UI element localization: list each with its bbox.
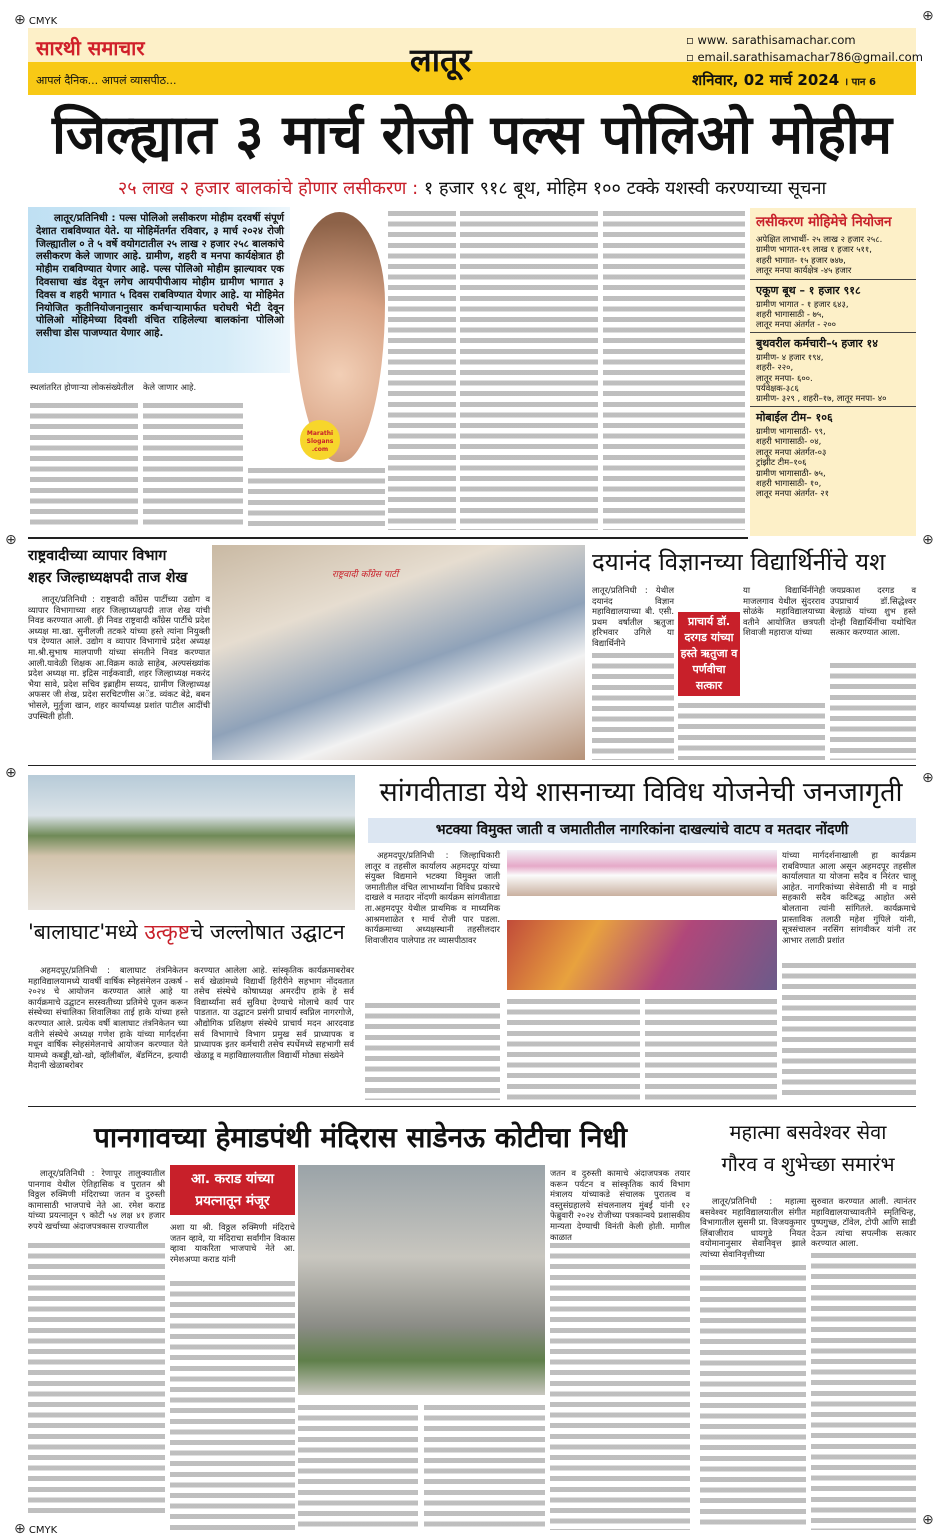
basaveshwar-headline [700,1116,916,1180]
sidebar-item: ग्रामीण भागात - १ हजार ६४३, [756,298,849,309]
lead-intro-box [28,207,290,373]
sidebar-item: लातूर मनपा कार्यक्षेत्र -४५ हजार [756,265,852,276]
text-column [678,700,825,760]
text-column [388,208,456,530]
dayanand-body: लातूर/प्रतिनिधी : येथील दयानंद विज्ञान महाविद्यालयाच्या बी. एसी. प्रथम वर्षातील ऋतुजा हरिभवार उगिले या विद्यार्थिनीने [592,585,674,648]
dayanand-headline: दयानंद विज्ञानच्या विद्यार्थिनींचे यश [592,548,886,576]
text-column [28,1240,165,1518]
text-column [170,1278,295,1530]
sidebar-item: लातूर मनपा अंतर्गत - २०० [756,319,837,330]
panagaon-col3: जतन व दुरुस्ती कामाचे अंदाजपत्रक तयार करून पर्यटन व सांस्कृतिक कार्य विभाग मंत्रालय यांच्याकडे संचालक पुरातत्व व वस्तुसंग्रहालये संचलनालय मुंबई यांनी १२ फेब्रुवारी २०२४ रोजीच्या पत्रकान्वये प्रशासकीय मान्यता देण्याची विनंती केली होती. मागील काळात [550,1168,690,1242]
sidebar-item: पर्यवेक्षक-३८६ [756,383,799,394]
ncp-event-photo [212,545,585,760]
tagline: आपलं दैनिक... आपलं व्यासपीठ... [36,74,177,87]
sidebar-group-title: मोबाईल टीम– १०६ [756,410,833,424]
registration-mark-icon: ⊕ [922,8,934,24]
basaveshwar-col1: लातूर/प्रतिनिधी : महात्मा बसवेश्वर महाविद्यालयातील संगीत विभागातील सुसमी प्रा. विजयकुमार लिंबाजीराव धायगुडे नियत वयोमानानुसार सेवानिवृत्त झाले त्यांच्या सेवानिवृत्तीच्या [700,1196,806,1259]
text-column [830,660,916,760]
sidebar-item: ट्रांझीट टीम–१०६ [756,457,807,468]
text-column [143,400,243,530]
sangvi-audience-photo [507,920,777,990]
date-text: शनिवार, 02 मार्च 2024 [692,71,840,89]
dayanand-body-2: या विद्यार्थिनींनेही माजलगाव येथील सुंदरराव सोळंके महाविद्यालयाच्या वतीने आयोजित छत्रपती शिवाजी महाराज यांच्या [743,585,825,638]
lead-headline: जिल्ह्यात ३ मार्च रोजी पल्स पोलिओ मोहीम [51,103,893,166]
registration-mark-icon: ⊕ [14,12,26,28]
sangvi-subheadline: भटक्या विमुक्त जाती व जमातीतील नागरिकांना दाखल्यांचे वाटप व मतदार नोंदणी [368,818,916,843]
text-column [811,1250,916,1530]
sidebar-item: लातूर मनपा अंतर्गत-०३ [756,446,827,457]
panagaon-col2: अशा या श्री. विठ्ठल रुक्मिणी मंदिराचे जतन व्हावे, या मंदिराचा सर्वांगीन विकास व्हावा याकरिता भाजपाचे नेते आ. रमेशअप्पा कराड यांनी [170,1222,295,1264]
registration-mark-icon: ⊕ [14,1521,26,1537]
text-column [424,1402,545,1530]
page-number: । पान 6 [844,77,876,88]
lead-body-start-2: केले जाणार आहे. [143,382,243,393]
text-column [550,1240,690,1530]
sidebar-item: ग्रामीण- ४ हजार १९४, [756,351,824,362]
vaccination-plan-sidebar [750,208,916,536]
sidebar-item: शहरी भागासाठी- १०, [756,477,822,488]
section-divider [28,765,916,766]
cmyk-label: CMYK [28,16,58,27]
balaghat-col1: अहमदपूर/प्रतिनिधी : बालाघाट तंत्रनिकेतन महाविद्यालयामध्ये यावर्षी वार्षिक स्नेहसंमेलन उत्कर्ष - २०२४ चे आयोजन करण्यात आले आहे या कार्यक्रमाचे उद्घाटन सरस्वतीच्या प्रतिमेचे पूजन करून संस्थेच्या संचालिका शिवालिका ताई हाके यांच्या हस्ते करण्यात आले. प्रत्येक वर्षी बालाघाट तंत्रनिकेतन च्या वतीने संस्थेचे अध्यक्ष गणेश हाके यांच्या मार्गदर्शना मधून वार्षिक स्नेहसंमेलनाचे आयोजन करण्यात येते यामध्ये कबड्डी,खो-खो, व्हॉलीबॉल, बॅडमिंटन, इत्यादी मैदानी खेळाबरोबर [28,965,188,1071]
issue-date [692,70,876,90]
marathi-slogans-logo: Marathi Slogans .com [300,420,340,460]
text-column [782,960,916,1100]
basaveshwar-col2: सुरुवात करण्यात आली. त्यानंतर महाविद्यालयाच्यावतीने स्मृतिचिन्ह, पुष्पगुच्छ, टॉवेल, टोपी आणि साडी देऊन त्यांचा सपत्नीक सत्कार करण्यात आला. [811,1196,916,1249]
photo-banner-text: राष्ट्रवादी काँग्रेस पार्टी [332,570,399,580]
ncp-headline-line2: शहर जिल्हाध्यक्षपदी ताज शेख [28,570,188,586]
balaghat-headline [28,918,358,946]
lead-intro: लातूर/प्रतिनिधी : पल्स पोलिओ लसीकरण मोहीम दरवर्षी संपूर्ण देशात राबविण्यात येते. या मोहिमेंतर्गत रविवार, ३ मार्च २०२४ रोजी जिल्ह्यातील ० ते ५ वर्षे वयोगटातील २५ लाख २ हजार २५८ बालकांचे लसीकरण केले जाणार आहे. ग्रामीण, शहरी व मनपा कार्यक्षेत्रात ही मोहीम राबविण्यात येणार आहे. पल्स पोलिओ मोहीम झाल्यावर एक दिवसाचा खंड देवून लगेच आयपीपीआय मोहीम ग्रामीण भागात ३ दिवस व शहरी भागात ५ दिवस राबविण्यात येणार आहे. या मोहिमेत नियोजित कृतीनियोजनानुसार कर्मचाऱ्यामार्फत घरोघरी भेटी देवून पोलिओ मोहिमेच्या दिवशी वंचित राहिलेल्या बालकांना पोलिओ लसीचा डोस पाजण्यात येणार आहे. [36,213,284,340]
panagaon-col1: लातूर/प्रतिनिधी : रेणापूर तालुक्यातील पानगाव येथील ऐतिहासिक व पुरातन श्री विठ्ठल रुक्मिणी मंदिराच्या जतन व दुरुस्ती कामासाठी भाजपाचे नेते आ. रमेश कराड यांच्या प्रयत्नातून ९ कोटी ५४ लक्ष ४१ हजार रुपये खर्चाच्या अंदाजपत्रकास राज्यातील [28,1168,165,1231]
text-column [460,208,598,530]
sidebar-group [750,279,916,332]
sidebar-item: शहरी भागासाठी- ०४, [756,436,822,447]
sidebar-item: शहरी- २२०, [756,362,794,373]
sidebar-title: लसीकरण मोहिमेचे नियोजन [756,214,892,230]
lead-body-start: स्थलांतरित होणाऱ्या लोकसंख्येतील [30,382,138,393]
ncp-headline [28,545,213,589]
text-column [507,996,640,1100]
basaveshwar-headline-line2: गौरव व शुभेच्छा समारंभ [721,1152,895,1176]
balaghat-headline-b: चे जल्लोषात उद्घाटन [189,920,345,944]
sidebar-item: शहरी भागात- १५ हजार ७४७, [756,254,846,265]
sidebar-group [750,234,916,279]
cmyk-label: CMYK [28,1525,58,1536]
sidebar-item: लातूर मनपा अंतर्गत- २१ [756,488,830,499]
sidebar-item: अपेक्षित लाभार्थी- २५ लाख २ हजार २५८. [756,234,883,244]
text-column [603,208,745,530]
panagaon-headline: पानगावच्या हेमाडपंथी मंदिरास साडेनऊ कोटीचा निधी [93,1121,628,1154]
registration-mark-icon: ⊕ [5,765,17,781]
sidebar-item: शहरी भागासाठी - ७५, [756,309,824,320]
section-divider [28,1106,916,1107]
sangvi-col1: अहमदपूर/प्रतिनिधी : जिल्हाधिकारी लातूर व तहसील कार्यालय अहमदपूर यांच्या संयुक्त विद्यमाने भटक्या विमुक्त जाती जमातीतील वंचित लाभार्थ्यांना विविध प्रकारचे दाखले व मतदार नोंदणी कार्यक्रम सांगवीताडा ता.अहमदपूर येथील प्राथमिक व माध्यमिक आश्रमशाळेत १ मार्च रोजी पार पडला. कार्यक्रमाच्या अध्यक्षस्थानी तहसीलदार शिवाजीराव पालेपाड तर व्यासपीठावर [365,850,500,945]
ncp-headline-line1: राष्ट्रवादीच्या व्यापार विभाग [28,548,167,564]
text-column [30,400,138,530]
subhead-red: २५ लाख २ हजार बालकांचे होणार लसीकरण : [117,178,419,199]
subhead-black: १ हजार ९१८ बूथ, मोहिम १०० टक्के यशस्वी करण्याच्या सूचना [418,178,827,199]
sangvi-col-right: यांच्या मार्गदर्शनाखाली हा कार्यक्रम राबविण्यात आला असून अहमदपूर तहसील कार्यालयात या योजना सदैव व निरंतर चालू आहेत. नागरिकांच्या सेवेसाठी मी व माझे सहकारी सदैव कटिबद्ध आहोत असे बोलताना त्यांनी सांगितले. कार्यक्रमाचे प्रास्ताविक तलाठी महेश गुंपिले यांनी, सूत्रसंचालन नरसिंग सांगवीकर यांनी तर आभार तलाठी प्रशांत [782,850,916,945]
panagaon-callout: आ. कराड यांच्या प्रयत्नातून मंजूर [170,1165,295,1215]
dayanand-callout: प्राचार्य डॉ. दरगड यांच्या हस्ते ऋतुजा व पर्णवीचा सत्कार [678,612,740,696]
sangvi-stage-photo [507,850,777,896]
email: ▫ email.sarathisamachar786@gmail.com [686,50,923,64]
cmyk-mark-bottom [14,1521,57,1537]
section-divider [28,537,748,539]
balaghat-headline-red: उत्कृष्ट [144,920,190,944]
sidebar-item: ग्रामीण भागासाठी- ७५, [756,467,826,478]
sidebar-group [750,332,916,406]
edition-city: लातूर [410,41,472,79]
lead-subheadline [28,176,916,200]
registration-mark-icon: ⊕ [5,532,17,548]
basaveshwar-headline-line1: महात्मा बसवेश्वर सेवा [729,1120,887,1144]
sangvi-headline: सांगवीताडा येथे शासनाच्या विविध योजनेची जनजागृती [379,777,903,808]
sidebar-group [750,406,916,501]
ncp-body: लातूर/प्रतिनिधी : राष्ट्रवादी काँग्रेस पार्टीच्या उद्योग व व्यापार विभागाच्या शहर जिल्हाध्यक्षपदी ताज शेख यांची निवड करण्यात आली. ही निवड राष्ट्रवादी काँग्रेस पार्टीचे प्रदेश अध्यक्ष मा.खा. सुनीलजी तटकरे यांच्या हस्ते त्यांना नियुक्ती पत्र देण्यात आले. उद्योग व व्यापार विभागाचे प्रदेश अध्यक्ष मा.श्री.सुभाष मालपाणी यांच्या संमतीने निवड करण्यात आली.यावेळी शिक्षक आ.विक्रम काळे साहेब, अल्पसंख्यांक प्रदेश अध्यक्ष मा. इद्रिस नाईकवाडी, शहर जिल्हाध्यक्ष मकरंद भैया सावे, प्रदेश सचिव इब्राहीम सय्यद, ग्रामीण जिल्हाध्यक्ष अफसर जी शेख, प्रदेश सरचिटणीस अॅड. व्यंकट बेद्रे, बबन भोसले, मुर्तुजा खान, शहर कार्याध्यक्ष प्रशांत पाटील आदींची उपस्थिती होती. [28,594,210,721]
balaghat-headline-a: 'बालाघाट'मध्ये [28,920,145,944]
email-text: email.sarathisamachar786@gmail.com [697,50,923,64]
text-column [700,1262,806,1530]
text-column [645,996,777,1100]
website-text: www. sarathisamachar.com [697,33,856,47]
text-column [298,1402,418,1530]
newspaper-brand: सारथी समाचार [36,36,145,60]
sidebar-item: ग्रामीण भागासाठी- ९९, [756,425,826,436]
sidebar-item: लातूर मनपा- ६००. [756,372,813,383]
sidebar-item: ग्रामीण भागात-१९ लाख १ हजार ५११, [756,244,872,255]
balaghat-col2: करण्यात आलेला आहे. सांस्कृतिक कार्यक्रमाबरोबर सर्व खेळांमध्ये विद्यार्थी हिरीरीने सहभाग नोंदवतात तसेच संस्थेचे कोषाध्यक्ष अमरदीप हाके हे सर्व विद्यार्थ्यांना सर्व सुविधा देण्याचे मोलाचे कार्य पार पाडतात. या उद्घाटन प्रसंगी प्राचार्य स्वप्निल नागरगोजे, औद्योगिक प्रशिक्षण संस्थेचे प्राचार्य मदन आरदवाड सर्व विभागाचे विभाग प्रमुख सर्व प्राध्यापक व प्राध्यापक इतर कर्मचारी तसेच स्पर्धेमध्ये सहभागी सर्व खेळाडू व महाविद्यालयातील विद्यार्थी मोठ्या संख्येने [194,965,354,1060]
dayanand-body-3: जयप्रकाश दरगड व उपप्राचार्य डॉ.सिद्धेश्वर बेल्हाळे यांच्या शुभ हस्ते दोन्ही विद्यार्थिनींचा यथोचित सत्कार करण्यात आला. [830,585,916,638]
sidebar-group-title: बुथवरील कर्मचारी–५ हजार १४ [756,336,878,350]
registration-mark-icon: ⊕ [922,1512,934,1528]
sidebar-item: ग्रामीण- ३२९ , शहरी–१७, लातूर मनपा- ४० [756,393,887,404]
text-column [248,465,385,530]
registration-mark-icon: ⊕ [922,770,934,786]
cmyk-mark [14,12,57,28]
temple-visit-photo [298,1165,545,1395]
text-column [592,650,674,760]
balaghat-group-photo [28,775,355,910]
text-column [365,1000,500,1100]
website: ▫ www. sarathisamachar.com [686,33,856,47]
sidebar-group-title: एकूण बूथ – १ हजार ९१८ [756,283,861,297]
registration-mark-icon: ⊕ [922,532,934,548]
